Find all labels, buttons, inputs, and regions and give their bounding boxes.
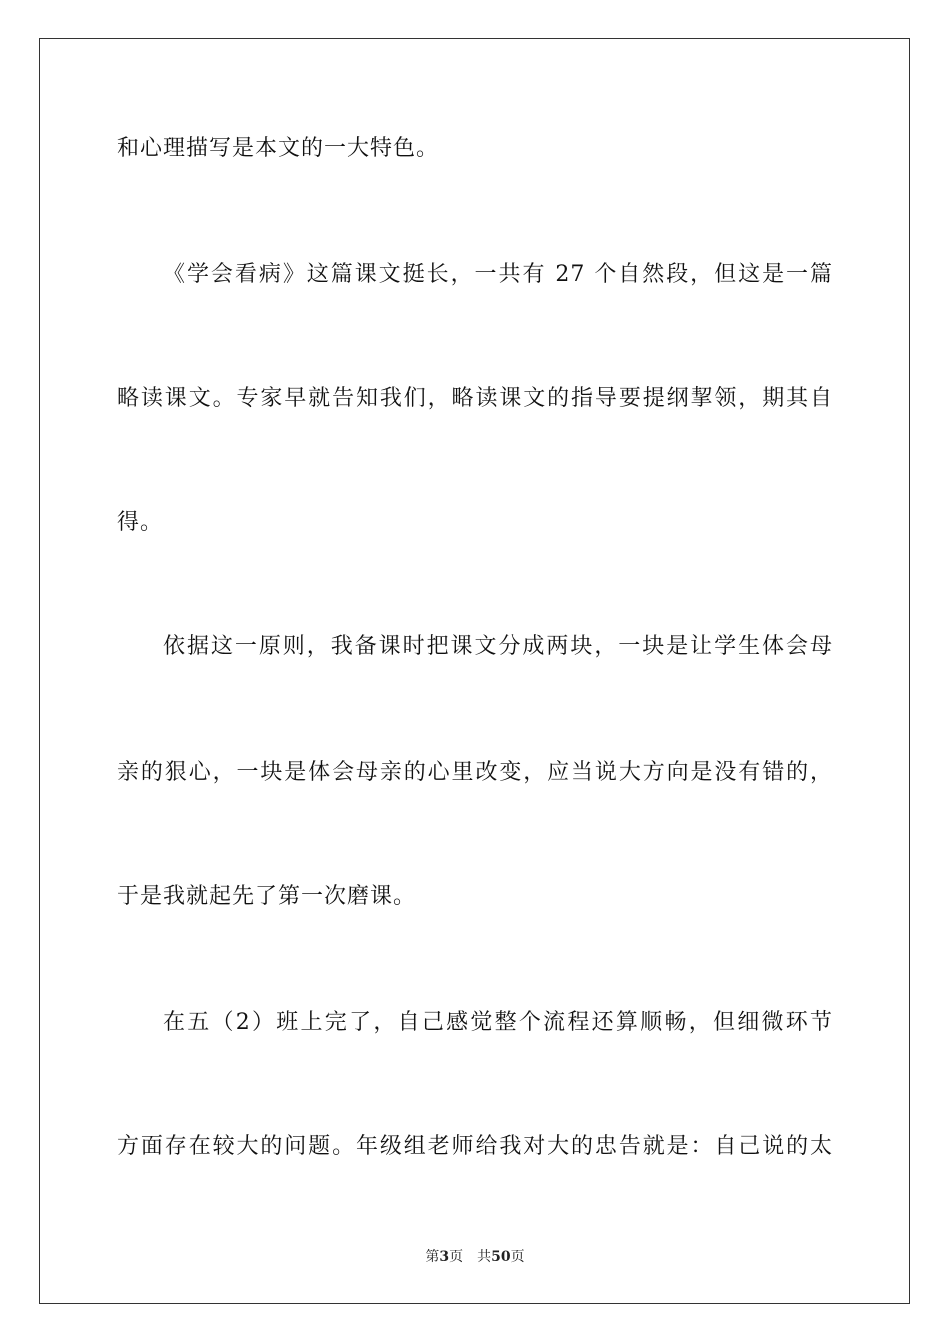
page-suffix: 页: [449, 1249, 464, 1265]
text-line-9: 方面存在较大的问题。年级组老师给我对大的忠告就是：自己说的太: [117, 1134, 833, 1159]
text-line-2: 《学会看病》这篇课文挺长，一共有 27 个自然段，但这是一篇: [163, 262, 833, 287]
text-line-8: 在五（2）班上完了，自己感觉整个流程还算顺畅，但细微环节: [163, 1010, 833, 1035]
text-line-3: 略读课文。专家早就告知我们，略读课文的指导要提纲挈领，期其自: [117, 386, 833, 411]
page-prefix: 第: [425, 1249, 440, 1265]
text-line-5: 依据这一原则，我备课时把课文分成两块，一块是让学生体会母: [163, 634, 833, 659]
total-suffix: 页: [510, 1249, 525, 1265]
text-line-6: 亲的狠心，一块是体会母亲的心里改变，应当说大方向是没有错的，: [117, 760, 833, 785]
text-line-7: 于是我就起先了第一次磨课。: [117, 884, 417, 909]
page-footer: [0, 1246, 950, 1266]
text-line-1: 和心理描写是本文的一大特色。: [117, 136, 440, 161]
total-prefix: 共: [477, 1249, 492, 1265]
page-number: 3: [439, 1249, 450, 1265]
page-border: [39, 38, 910, 1304]
text-line-4: 得。: [117, 510, 164, 535]
total-pages: 50: [491, 1249, 511, 1265]
